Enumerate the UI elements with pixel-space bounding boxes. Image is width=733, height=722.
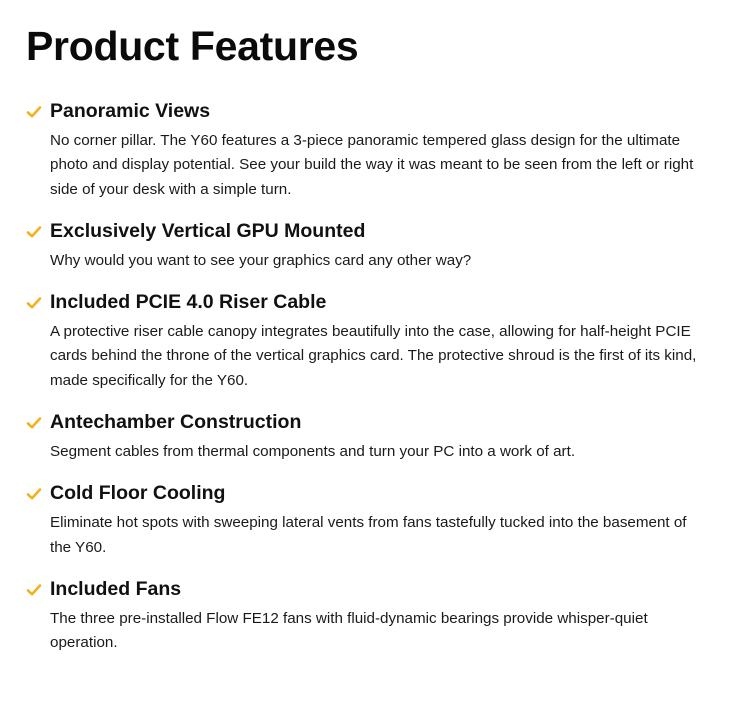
feature-heading: Exclusively Vertical GPU Mounted bbox=[50, 219, 366, 242]
feature-description: Eliminate hot spots with sweeping lateral vents from fans tastefully tucked into the basement of the Y60. bbox=[50, 514, 687, 556]
feature-description: A protective riser cable canopy integrates beautifully into the case, allowing for half-height PCIE cards behind the throne of the vertical graphics card. The protective shroud is the first of its kind, made specifically for the Y60. bbox=[50, 323, 697, 389]
feature-description: No corner pillar. The Y60 features a 3-piece panoramic tempered glass design for the ultimate photo and display potential. See your build the way it was meant to be seen from the left or right side of your desk with a simple turn. bbox=[50, 132, 694, 198]
feature-item-vertical-gpu bbox=[26, 220, 713, 273]
check-icon bbox=[26, 225, 42, 239]
feature-item-riser-cable bbox=[26, 291, 713, 393]
feature-description: The three pre-installed Flow FE12 fans with fluid-dynamic bearings provide whisper-quiet operation. bbox=[50, 609, 648, 652]
check-icon bbox=[26, 583, 42, 597]
feature-description: Why would you want to see your graphics card any other way? bbox=[50, 251, 472, 269]
feature-heading: Cold Floor Cooling bbox=[50, 482, 226, 505]
feature-description: Segment cables from thermal components and turn your PC into a work of art. bbox=[50, 443, 576, 461]
check-icon bbox=[26, 296, 42, 310]
feature-list bbox=[26, 100, 713, 656]
feature-heading: Included PCIE 4.0 Riser Cable bbox=[50, 291, 327, 314]
check-icon bbox=[26, 487, 42, 501]
check-icon bbox=[26, 416, 42, 430]
feature-heading: Included Fans bbox=[50, 577, 182, 600]
feature-item-cold-floor-cooling bbox=[26, 482, 713, 560]
feature-heading: Antechamber Construction bbox=[50, 411, 302, 434]
feature-item-included-fans bbox=[26, 578, 713, 656]
check-icon bbox=[26, 105, 42, 119]
feature-heading: Panoramic Views bbox=[50, 100, 211, 122]
page-title: Product Features bbox=[26, 23, 359, 69]
feature-item-antechamber bbox=[26, 411, 713, 464]
feature-item-panoramic-views bbox=[26, 100, 713, 202]
